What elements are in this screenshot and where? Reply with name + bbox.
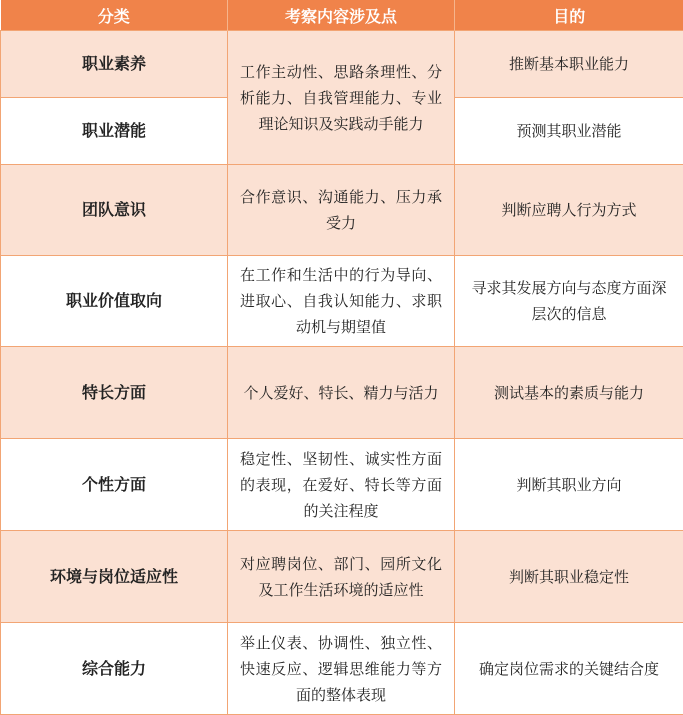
table-row bbox=[1, 531, 683, 623]
category-cell: 职业潜能 bbox=[1, 98, 228, 165]
content-cell: 个人爱好、特长、精力与活力 bbox=[228, 347, 455, 439]
category-cell: 环境与岗位适应性 bbox=[1, 531, 228, 623]
content-cell: 工作主动性、思路条理性、分析能力、自我管理能力、专业理论知识及实践动手能力 bbox=[228, 31, 455, 165]
category-cell: 团队意识 bbox=[1, 165, 228, 256]
header-content: 考察内容涉及点 bbox=[228, 0, 455, 31]
content-cell: 在工作和生活中的行为导向、进取心、自我认知能力、求职动机与期望值 bbox=[228, 256, 455, 347]
purpose-cell: 测试基本的素质与能力 bbox=[455, 347, 683, 439]
purpose-cell: 判断其职业方向 bbox=[455, 439, 683, 531]
category-cell: 职业价值取向 bbox=[1, 256, 228, 347]
purpose-cell: 判断其职业稳定性 bbox=[455, 531, 683, 623]
content-cell: 举止仪表、协调性、独立性、快速反应、逻辑思维能力等方面的整体表现 bbox=[228, 623, 455, 715]
purpose-cell: 预测其职业潜能 bbox=[455, 98, 683, 165]
table-header-row bbox=[1, 0, 683, 31]
category-cell: 个性方面 bbox=[1, 439, 228, 531]
header-purpose: 目的 bbox=[455, 0, 683, 31]
category-cell: 特长方面 bbox=[1, 347, 228, 439]
header-category: 分类 bbox=[1, 0, 228, 31]
table-row bbox=[1, 31, 683, 98]
content-cell: 合作意识、沟通能力、压力承受力 bbox=[228, 165, 455, 256]
category-cell: 综合能力 bbox=[1, 623, 228, 715]
content-cell: 对应聘岗位、部门、园所文化及工作生活环境的适应性 bbox=[228, 531, 455, 623]
purpose-cell: 寻求其发展方向与态度方面深层次的信息 bbox=[455, 256, 683, 347]
table-row bbox=[1, 347, 683, 439]
purpose-cell: 确定岗位需求的关键结合度 bbox=[455, 623, 683, 715]
table-row bbox=[1, 439, 683, 531]
purpose-cell: 推断基本职业能力 bbox=[455, 31, 683, 98]
table-row bbox=[1, 256, 683, 347]
content-cell: 稳定性、坚韧性、诚实性方面的表现，在爱好、特长等方面的关注程度 bbox=[228, 439, 455, 531]
category-cell: 职业素养 bbox=[1, 31, 228, 98]
table-row bbox=[1, 623, 683, 715]
table-row bbox=[1, 165, 683, 256]
purpose-cell: 判断应聘人行为方式 bbox=[455, 165, 683, 256]
